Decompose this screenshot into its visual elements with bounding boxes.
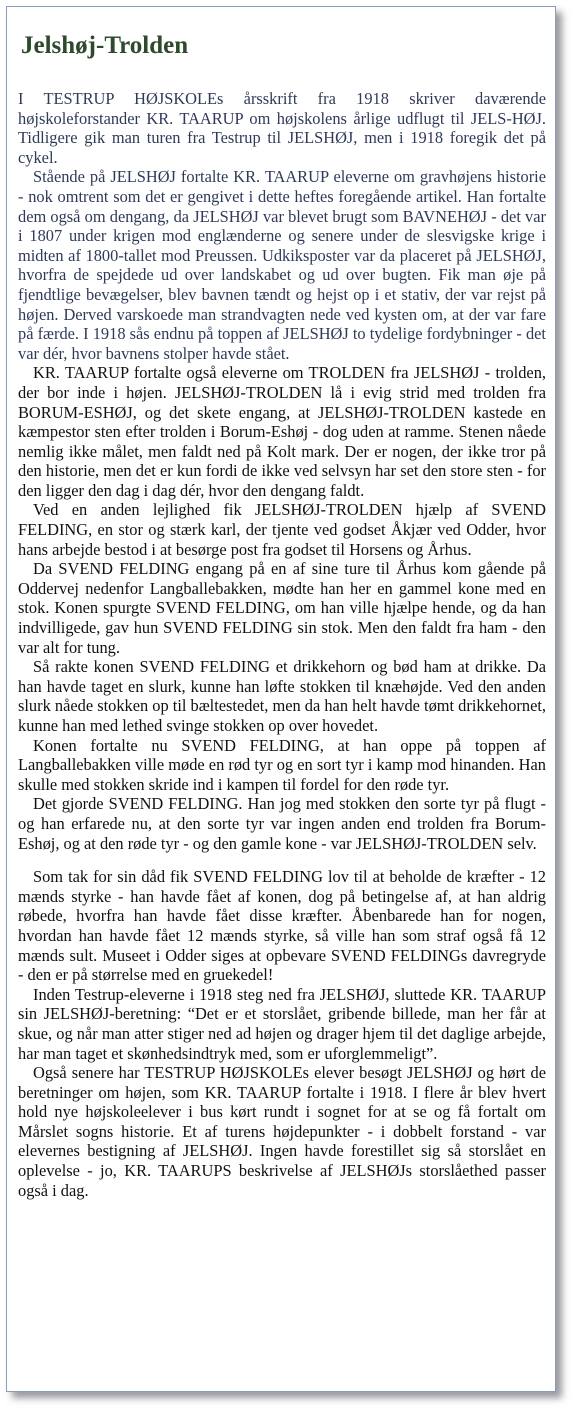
paragraph-tyrene: Konen fortalte nu SVEND FELDING, at han oppe på toppen af Langballebakken ville møde en rød tyr og en sort tyr i kamp mod hinanden. Han skulle med stokken skride ind i kampen til fordel for den røde tyr.: [18, 735, 546, 794]
paragraph-beretning: Inden Testrup-eleverne i 1918 steg ned fra JELSHØJ, sluttede KR. TAARUP sin JELSHØJ-beretning: “Det er et storslået, gribende billede, man her får at skue, og når man atter stiger ned ad højen og drager hjem til det daglige arbejde, har man taget et skønhedsindtryk med, som er uforglemmeligt”.: [18, 984, 546, 1063]
article-content: [18, 33, 546, 1200]
paragraph-intro: I TESTRUP HØJSKOLEs årsskrift fra 1918 skriver daværende højskoleforstander KR. TAARUP om højskolens årlige udflugt til JELS-HØJ. Tidligere gik man turen fra Testrup til JELSHØJ, men i 1918 foregik det på cykel.: [18, 89, 546, 167]
paragraph-senere: Også senere har TESTRUP HØJSKOLEs elever besøgt JELSHØJ og hørt de beretninger om højen, som KR. TAARUP fortalte i 1918. I flere år blev hvert hold nye højskoleelever i bus kørt rundt i sognet for at se og få fortalt om Mårslet sogns historie. Et af turens højdepunkter - i dobbelt forstand - var elevernes bestigning af JELSHØJ. Ingen havde forestillet sig så storslået en oplevelse - jo, KR. TAARUPS beskrivelse af JELSHØJs storslåethed passer også i dag.: [18, 1063, 546, 1200]
article-title: Jelshøj-Trolden: [21, 32, 189, 59]
paragraph-trolden: KR. TAARUP fortalte også eleverne om TROLDEN fra JELSHØJ - trolden, der bor inde i højen. JELSHØJ-TROLDEN lå i evig strid med trolden fra BORUM-ESHØJ, og det skete engang, at JELSHØJ-TROLDEN kastede en kæmpestor sten efter trolden i Borum-Eshøj - dog uden at ramme. Stenen nåede nemlig ikke målet, men faldt ned på Kolt mark. Der er nogen, der ikke tror på den historie, men det er kun fordi de ikke ved selvsyn har set den store sten - for den ligger den dag i dag dér, hvor den dengang faldt.: [18, 363, 546, 500]
article-frame: [6, 6, 556, 1392]
paragraph-konen: Da SVEND FELDING engang på en af sine ture til Århus kom gående på Oddervej nedenfor Langballebakken, mødte han her en gammel kone med en stok. Konen spurgte SVEND FELDING, om han ville hjælpe hende, og da han indvilligede, gav hun SVEND FELDING sin stok. Men den faldt fra ham - den var alt for tung.: [18, 559, 546, 657]
paragraph-drikkehorn: Så rakte konen SVEND FELDING et drikkehorn og bød ham at drikke. Da han havde taget en slurk, kunne han løfte stokken til knæhøjde. Ved den anden slurk nåede stokken op til bæltestedet, men da han helt havde tømt drikkehornet, kunne han med lethed svinge stokken op over hovedet.: [18, 657, 547, 735]
paragraph-tak: Som tak for sin dåd fik SVEND FELDING lov til at beholde de kræfter - 12 mænds styrke - han havde fået af konen, dog på betingelse af, at han aldrig røbede, hvorfra han havde fået disse kræfter. Åbenbarede han for nogen, hvordan han havde fået 12 mænds styrke, så ville han som straf også få 12 mænds sult. Museet i Odder siges at opbevare SVEND FELDINGs davregryde - den er på størrelse med en gruekedel!: [18, 867, 546, 985]
paragraph-kampen: Det gjorde SVEND FELDING. Han jog med stokken den sorte tyr på flugt - og han erfarede nu, at den sorte tyr var ingen anden end trolden fra Borum-Eshøj, og at den røde tyr - og den gamle kone - var JELSHØJ-TROLDEN selv.: [18, 794, 546, 853]
paragraph-svend-felding: Ved en anden lejlighed fik JELSHØJ-TROLDEN hjælp af SVEND FELDING, en stor og stærk karl, der tjente ved godset Åkjær ved Odder, hvor hans arbejde bestod i at besørge post fra godset til Horsens og Århus.: [18, 500, 546, 559]
article-body: [18, 89, 546, 1200]
paragraph-bavnehoj: Stående på JELSHØJ fortalte KR. TAARUP eleverne om gravhøjens historie - nok omtrent som det er gengivet i dette heftes foregående artikel. Han fortalte dem også om dengang, da JELSHØJ var blevet brugt som BAVNEHØJ - det var i 1807 under krigen mod englænderne og senere under de slesvigske krige i midten af 1800-tallet mod Preussen. Udkiksposter var da placeret på JELSHØJ, hvorfra de spejdede ud over landskabet og ud over bugten. Fik man øje på fjendtlige bevægelser, blev bavnen tændt og hejst op i et stativ, der var rejst på højen. Derved varskoede man strandvagten nede ved kysten om, at der var fare på færde. I 1918 sås endnu på toppen af JELSHØJ to tydelige fordybninger - det var dér, hvor bavnens stolper havde stået.: [18, 167, 546, 363]
